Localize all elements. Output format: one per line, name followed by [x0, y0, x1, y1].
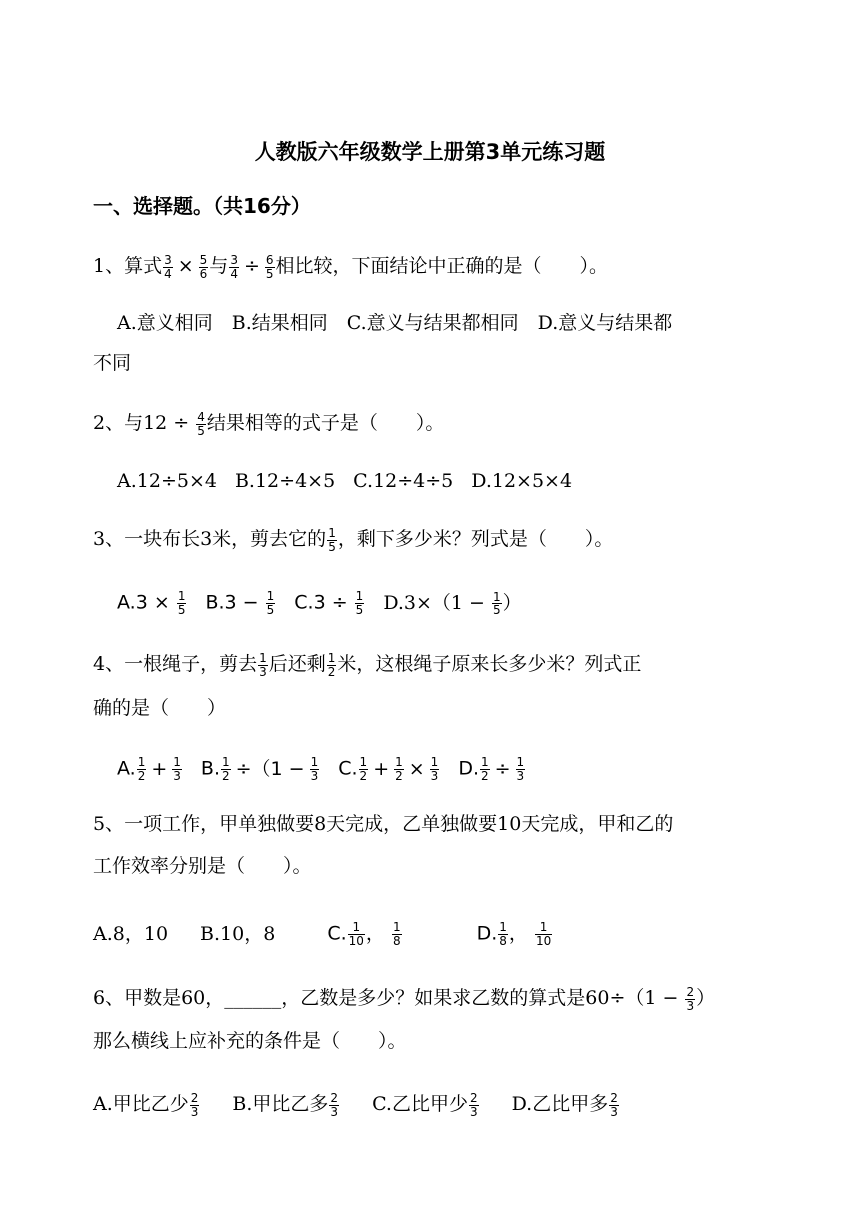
page-title: 人教版六年级数学上册第3单元练习题 — [254, 140, 606, 164]
q4-fraction-1: $\frac{1}{3}$ — [259, 651, 267, 679]
q3-option-b: B.3 − $\frac{1}{5}$ — [205, 589, 275, 617]
q2-options — [117, 472, 590, 491]
question-6 — [93, 986, 715, 1012]
q4-suffix: 米，这根绳子原来长多少米？列式正 — [337, 653, 642, 676]
q1-fraction-4: $\frac{6}{5}$ — [265, 253, 274, 281]
q5-option-c: C. $\frac{1}{10}$ ， $\frac{1}{8}$ — [327, 920, 401, 948]
q4-options — [117, 756, 544, 782]
question-2 — [93, 411, 444, 437]
q5-option-d: D. $\frac{1}{8}$ ， $\frac{1}{10}$ — [476, 920, 552, 948]
q2-fraction: $\frac{4}{5}$ — [197, 410, 205, 438]
q4-option-d: D. $\frac{1}{2}$ ÷ $\frac{1}{3}$ — [458, 755, 525, 783]
q6-option-b: B.甲比乙多 $\frac{2}{3}$ — [232, 1091, 339, 1119]
q1-options: A.意义相同 B.结果相同 C.意义与结果都相同 D.意义与结果都 — [117, 312, 673, 334]
q6-line-2: 那么横线上应补充的条件是（ ）。 — [93, 1030, 407, 1052]
q1-fraction-3: $\frac{3}{4}$ — [230, 253, 238, 281]
q2-option-a: A.12÷5×4 — [117, 470, 217, 492]
q1-operator-2: ÷ — [243, 255, 260, 278]
q5-options — [93, 921, 571, 947]
q3-suffix: ，剩下多少米？列式是（ ）。 — [337, 528, 614, 551]
q5-option-b: B.10，8 — [200, 922, 276, 945]
q6-close-paren: ） — [696, 987, 716, 1010]
q4-fraction-2: $\frac{1}{2}$ — [327, 651, 336, 679]
q4-prefix: 4、一根绳子，剪去 — [93, 653, 258, 676]
q2-option-b: B.12÷4×5 — [234, 470, 336, 492]
q3-option-c: C.3 ÷ $\frac{1}{5}$ — [294, 589, 364, 617]
question-5: 5、一项工作，甲单独做要8天完成，乙单独做要10天完成，甲和乙的 — [93, 813, 674, 835]
q3-option-d: D.3×（1 − $\frac{1}{5}$ ） — [383, 589, 522, 618]
q1-mid: 与 — [209, 255, 229, 278]
q4-option-a: A. $\frac{1}{2}$ + $\frac{1}{3}$ — [117, 755, 181, 783]
question-4 — [93, 652, 641, 678]
q6-option-d: D.乙比甲多 $\frac{2}{3}$ — [511, 1091, 618, 1119]
q6-options — [93, 1092, 638, 1118]
q4-option-c: C. $\frac{1}{2}$ + $\frac{1}{2}$ × $\frac{1}{3}$ — [338, 755, 439, 783]
q6-line-1: 6、甲数是60，______，乙数是多少？如果求乙数的算式是60÷（1 − — [93, 987, 679, 1010]
question-1 — [93, 254, 608, 280]
q2-option-c: C.12÷4÷5 — [353, 470, 454, 492]
q3-prefix: 3、一块布长3米，剪去它的 — [93, 528, 327, 551]
q4-wrap: 确的是（ ） — [93, 697, 227, 719]
q2-suffix: 结果相等的式子是（ ）。 — [206, 412, 445, 435]
q3-option-a: A.3 × $\frac{1}{5}$ — [117, 589, 186, 617]
q2-option-d: D.12×5×4 — [471, 470, 573, 492]
q2-prefix: 2、与12 ÷ — [93, 412, 196, 435]
q3-options — [117, 590, 540, 617]
question-3 — [93, 527, 613, 553]
q6-option-c: C.乙比甲少 $\frac{2}{3}$ — [372, 1091, 478, 1119]
q1-suffix: 相比较，下面结论中正确的是（ ）。 — [275, 255, 609, 278]
q4-option-b: B. $\frac{1}{2}$ ÷（1 − $\frac{1}{3}$ — [200, 755, 319, 783]
q1-fraction-1: $\frac{3}{4}$ — [164, 253, 172, 281]
q1-options-wrap: 不同 — [93, 352, 132, 374]
q1-operator-1: × — [177, 255, 194, 278]
section-heading: 一、选择题。（共16分） — [93, 194, 311, 218]
q1-fraction-2: $\frac{5}{6}$ — [199, 253, 208, 281]
q6-option-a: A.甲比乙少 $\frac{2}{3}$ — [93, 1091, 199, 1119]
q4-mid: 后还剩 — [268, 653, 326, 676]
q1-prefix: 1、算式 — [93, 255, 163, 278]
q6-fraction: $\frac{2}{3}$ — [686, 985, 695, 1013]
q3-fraction: $\frac{1}{5}$ — [328, 526, 336, 554]
q5-line-2: 工作效率分别是（ ）。 — [93, 855, 312, 877]
q5-option-a: A.8，10 — [93, 922, 169, 945]
